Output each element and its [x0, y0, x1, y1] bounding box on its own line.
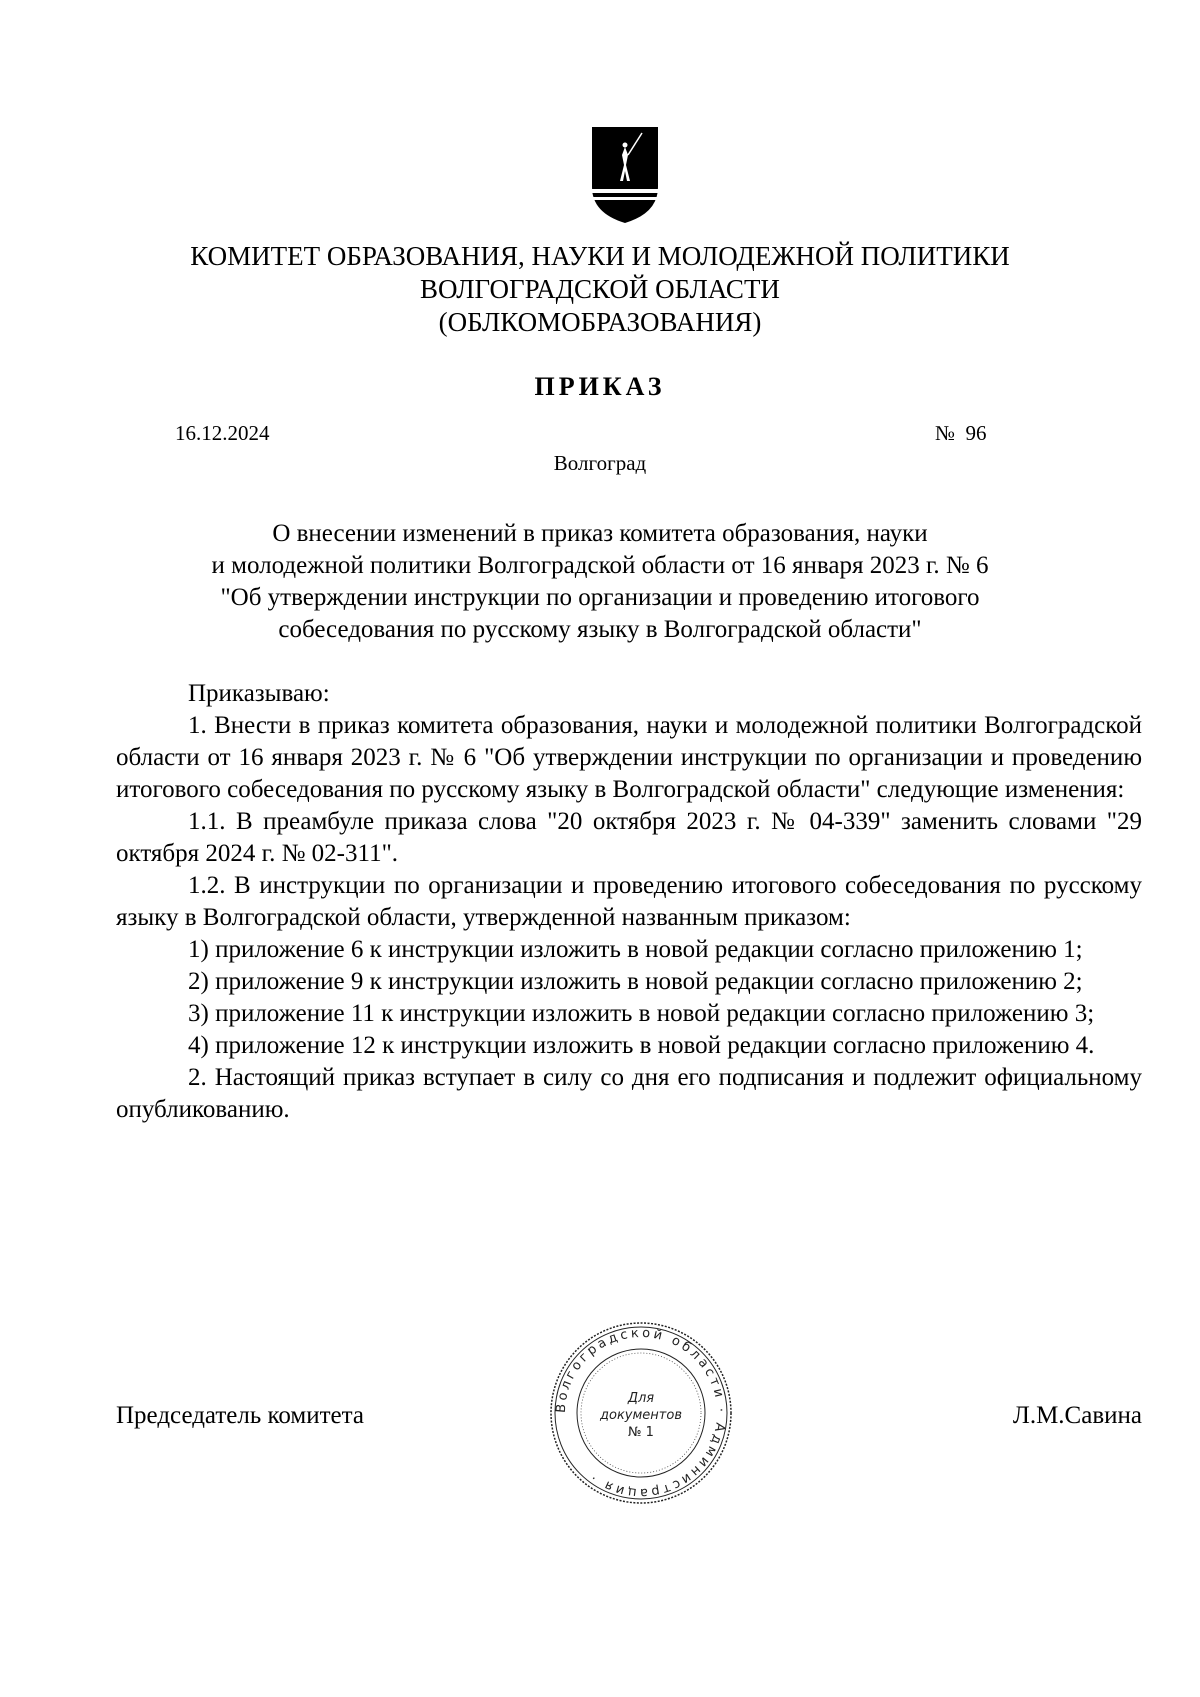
- issuer-name-line1: КОМИТЕТ ОБРАЗОВАНИЯ, НАУКИ И МОЛОДЕЖНОЙ ПОЛИТИКИ: [190, 241, 1010, 271]
- body-paragraph: 1) приложение 6 к инструкции изложить в новой редакции согласно приложению 1;: [188, 936, 1083, 963]
- subject-line: и молодежной политики Волгоградской области от 16 января 2023 г. № 6: [211, 552, 989, 579]
- signatory-role: Председатель комитета: [116, 1402, 364, 1429]
- body-paragraph: 3) приложение 11 к инструкции изложить в новой редакции согласно приложению 3;: [188, 1000, 1095, 1027]
- body-paragraph: 1.1. В преамбуле приказа слова "20 октября 2023 г. № 04-339" заменить словами "29 октября 2024 г. № 02-311".: [116, 808, 1142, 867]
- body-paragraph: 2. Настоящий приказ вступает в силу со дня его подписания и подлежит официальному опубликованию.: [116, 1064, 1142, 1123]
- issuer-name-line2: ВОЛГОГРАДСКОЙ ОБЛАСТИ: [420, 274, 780, 304]
- stamp-center-line2: документов: [600, 1408, 682, 1423]
- order-city: Волгоград: [553, 451, 647, 475]
- order-number: № 96: [935, 421, 987, 445]
- issuer-abbreviation: (ОБЛКОМОБРАЗОВАНИЯ): [438, 307, 762, 337]
- official-stamp-icon: [548, 1320, 734, 1506]
- stamp-center-line3: № 1: [628, 1425, 654, 1440]
- body-paragraph: 2) приложение 9 к инструкции изложить в новой редакции согласно приложению 2;: [188, 968, 1083, 995]
- order-date: 16.12.2024: [175, 421, 270, 445]
- subject-line: "Об утверждении инструкции по организации и проведению итогового: [220, 584, 980, 611]
- document-title: ПРИКАЗ: [534, 372, 666, 401]
- stamp-center-line1: Для: [627, 1391, 655, 1406]
- body-paragraph: 4) приложение 12 к инструкции изложить в новой редакции согласно приложению 4.: [188, 1032, 1095, 1059]
- order-body: [116, 678, 1142, 1126]
- stamp-outer-text: Волгоградской области · Администрация ·: [553, 1325, 729, 1501]
- body-paragraph: 1. Внести в приказ комитета образования, науки и молодежной политики Волгоградской области от 16 января 2023 г. № 6 "Об утверждении инструкции по организации и проведению итогового собеседования по русскому языку в Волгоградской области" следующие изменения:: [116, 712, 1142, 803]
- body-paragraph: 1.2. В инструкции по организации и проведению итогового собеседования по русскому языку в Волгоградской области, утвержденной названным приказом:: [116, 872, 1142, 931]
- subject-line: О внесении изменений в приказ комитета образования, науки: [272, 520, 928, 547]
- signatory-name: Л.М.Савина: [1012, 1402, 1142, 1429]
- subject-line: собеседования по русскому языку в Волгоградской области": [278, 616, 922, 643]
- issuer-header: [0, 240, 1200, 339]
- order-subject: [0, 518, 1200, 646]
- body-paragraph-intro: Приказываю:: [188, 680, 330, 707]
- coat-of-arms-icon: [590, 125, 660, 225]
